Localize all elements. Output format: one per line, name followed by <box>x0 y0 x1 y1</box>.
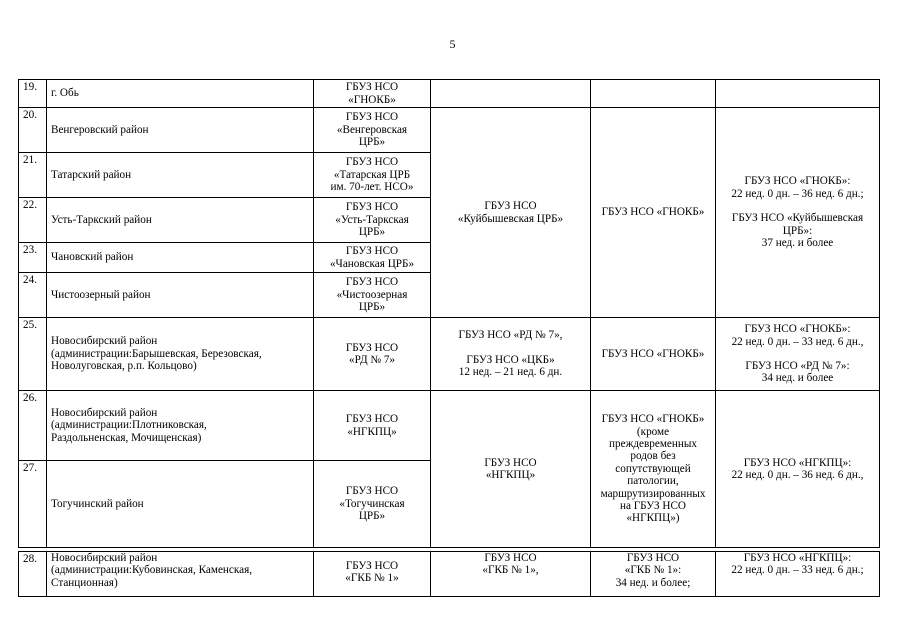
table-row <box>19 391 880 461</box>
row-number: 20. <box>19 108 47 153</box>
institution-cell: ГБУЗ НСО «Чистоозерная ЦРБ» <box>314 273 431 318</box>
row-number: 19. <box>19 80 47 108</box>
district-cell: г. Обь <box>47 80 314 108</box>
district-cell: Тогучинский район <box>47 461 314 548</box>
row-number: 26. <box>19 391 47 461</box>
term-cell: ГБУЗ НСО «НГКПЦ»: 22 нед. 0 дн. – 33 нед. 6 дн.; <box>716 552 880 597</box>
level3-cell: ГБУЗ НСО «ГНОКБ» <box>591 318 716 391</box>
level2-cell: ГБУЗ НСО «ГКБ № 1», <box>431 552 591 597</box>
district-cell: Новосибирский район (администрации:Плотниковская, Раздольненская, Мочищенская) <box>47 391 314 461</box>
row-number: 25. <box>19 318 47 391</box>
level3-cell: ГБУЗ НСО «ГКБ № 1»: 34 нед. и более; <box>591 552 716 597</box>
row-number: 27. <box>19 461 47 548</box>
institution-cell: ГБУЗ НСО «РД № 7» <box>314 318 431 391</box>
row-number: 22. <box>19 198 47 243</box>
institution-cell: ГБУЗ НСО «ГНОКБ» <box>314 80 431 108</box>
district-cell: Татарский район <box>47 153 314 198</box>
page-number: 5 <box>449 37 456 51</box>
district-cell: Усть-Таркский район <box>47 198 314 243</box>
institution-cell: ГБУЗ НСО «Усть-Таркская ЦРБ» <box>314 198 431 243</box>
district-cell: Новосибирский район (администрации:Кубовинская, Каменская, Станционная) <box>47 552 314 597</box>
row-number: 24. <box>19 273 47 318</box>
table-row <box>19 318 880 391</box>
row-number: 23. <box>19 243 47 273</box>
institution-cell: ГБУЗ НСО «Тогучинская ЦРБ» <box>314 461 431 548</box>
institution-cell: ГБУЗ НСО «НГКПЦ» <box>314 391 431 461</box>
level2-cell: ГБУЗ НСО «Куйбышевская ЦРБ» <box>431 108 591 318</box>
level2-cell: ГБУЗ НСО «РД № 7», ГБУЗ НСО «ЦКБ» 12 нед. – 21 нед. 6 дн. <box>431 318 591 391</box>
row-number: 28. <box>19 552 47 597</box>
district-cell: Чановский район <box>47 243 314 273</box>
level2-cell <box>431 80 591 108</box>
level2-cell: ГБУЗ НСО «НГКПЦ» <box>431 391 591 548</box>
level3-cell: ГБУЗ НСО «ГНОКБ» (кроме преждевременных родов без сопутствующей патологии, маршрутизированных на ГБУЗ НСО «НГКПЦ») <box>591 391 716 548</box>
district-cell: Венгеровский район <box>47 108 314 153</box>
table-row <box>19 108 880 153</box>
district-cell: Чистоозерный район <box>47 273 314 318</box>
table-row <box>19 552 880 597</box>
table-row <box>19 80 880 108</box>
term-cell: ГБУЗ НСО «ГНОКБ»: 22 нед. 0 дн. – 36 нед. 6 дн.; ГБУЗ НСО «Куйбышевская ЦРБ»: 37 нед. и более <box>716 108 880 318</box>
institution-cell: ГБУЗ НСО «ГКБ № 1» <box>314 552 431 597</box>
level3-cell <box>591 80 716 108</box>
term-cell: ГБУЗ НСО «ГНОКБ»: 22 нед. 0 дн. – 33 нед. 6 дн., ГБУЗ НСО «РД № 7»: 34 нед. и более <box>716 318 880 391</box>
level3-cell: ГБУЗ НСО «ГНОКБ» <box>591 108 716 318</box>
district-cell: Новосибирский район (администрации:Барышевская, Березовская, Новолуговская, р.п. Кольцово) <box>47 318 314 391</box>
routing-table <box>18 79 880 597</box>
term-cell <box>716 80 880 108</box>
row-number: 21. <box>19 153 47 198</box>
term-cell: ГБУЗ НСО «НГКПЦ»: 22 нед. 0 дн. – 36 нед. 6 дн., <box>716 391 880 548</box>
institution-cell: ГБУЗ НСО «Венгеровская ЦРБ» <box>314 108 431 153</box>
institution-cell: ГБУЗ НСО «Татарская ЦРБ им. 70-лет. НСО» <box>314 153 431 198</box>
institution-cell: ГБУЗ НСО «Чановская ЦРБ» <box>314 243 431 273</box>
